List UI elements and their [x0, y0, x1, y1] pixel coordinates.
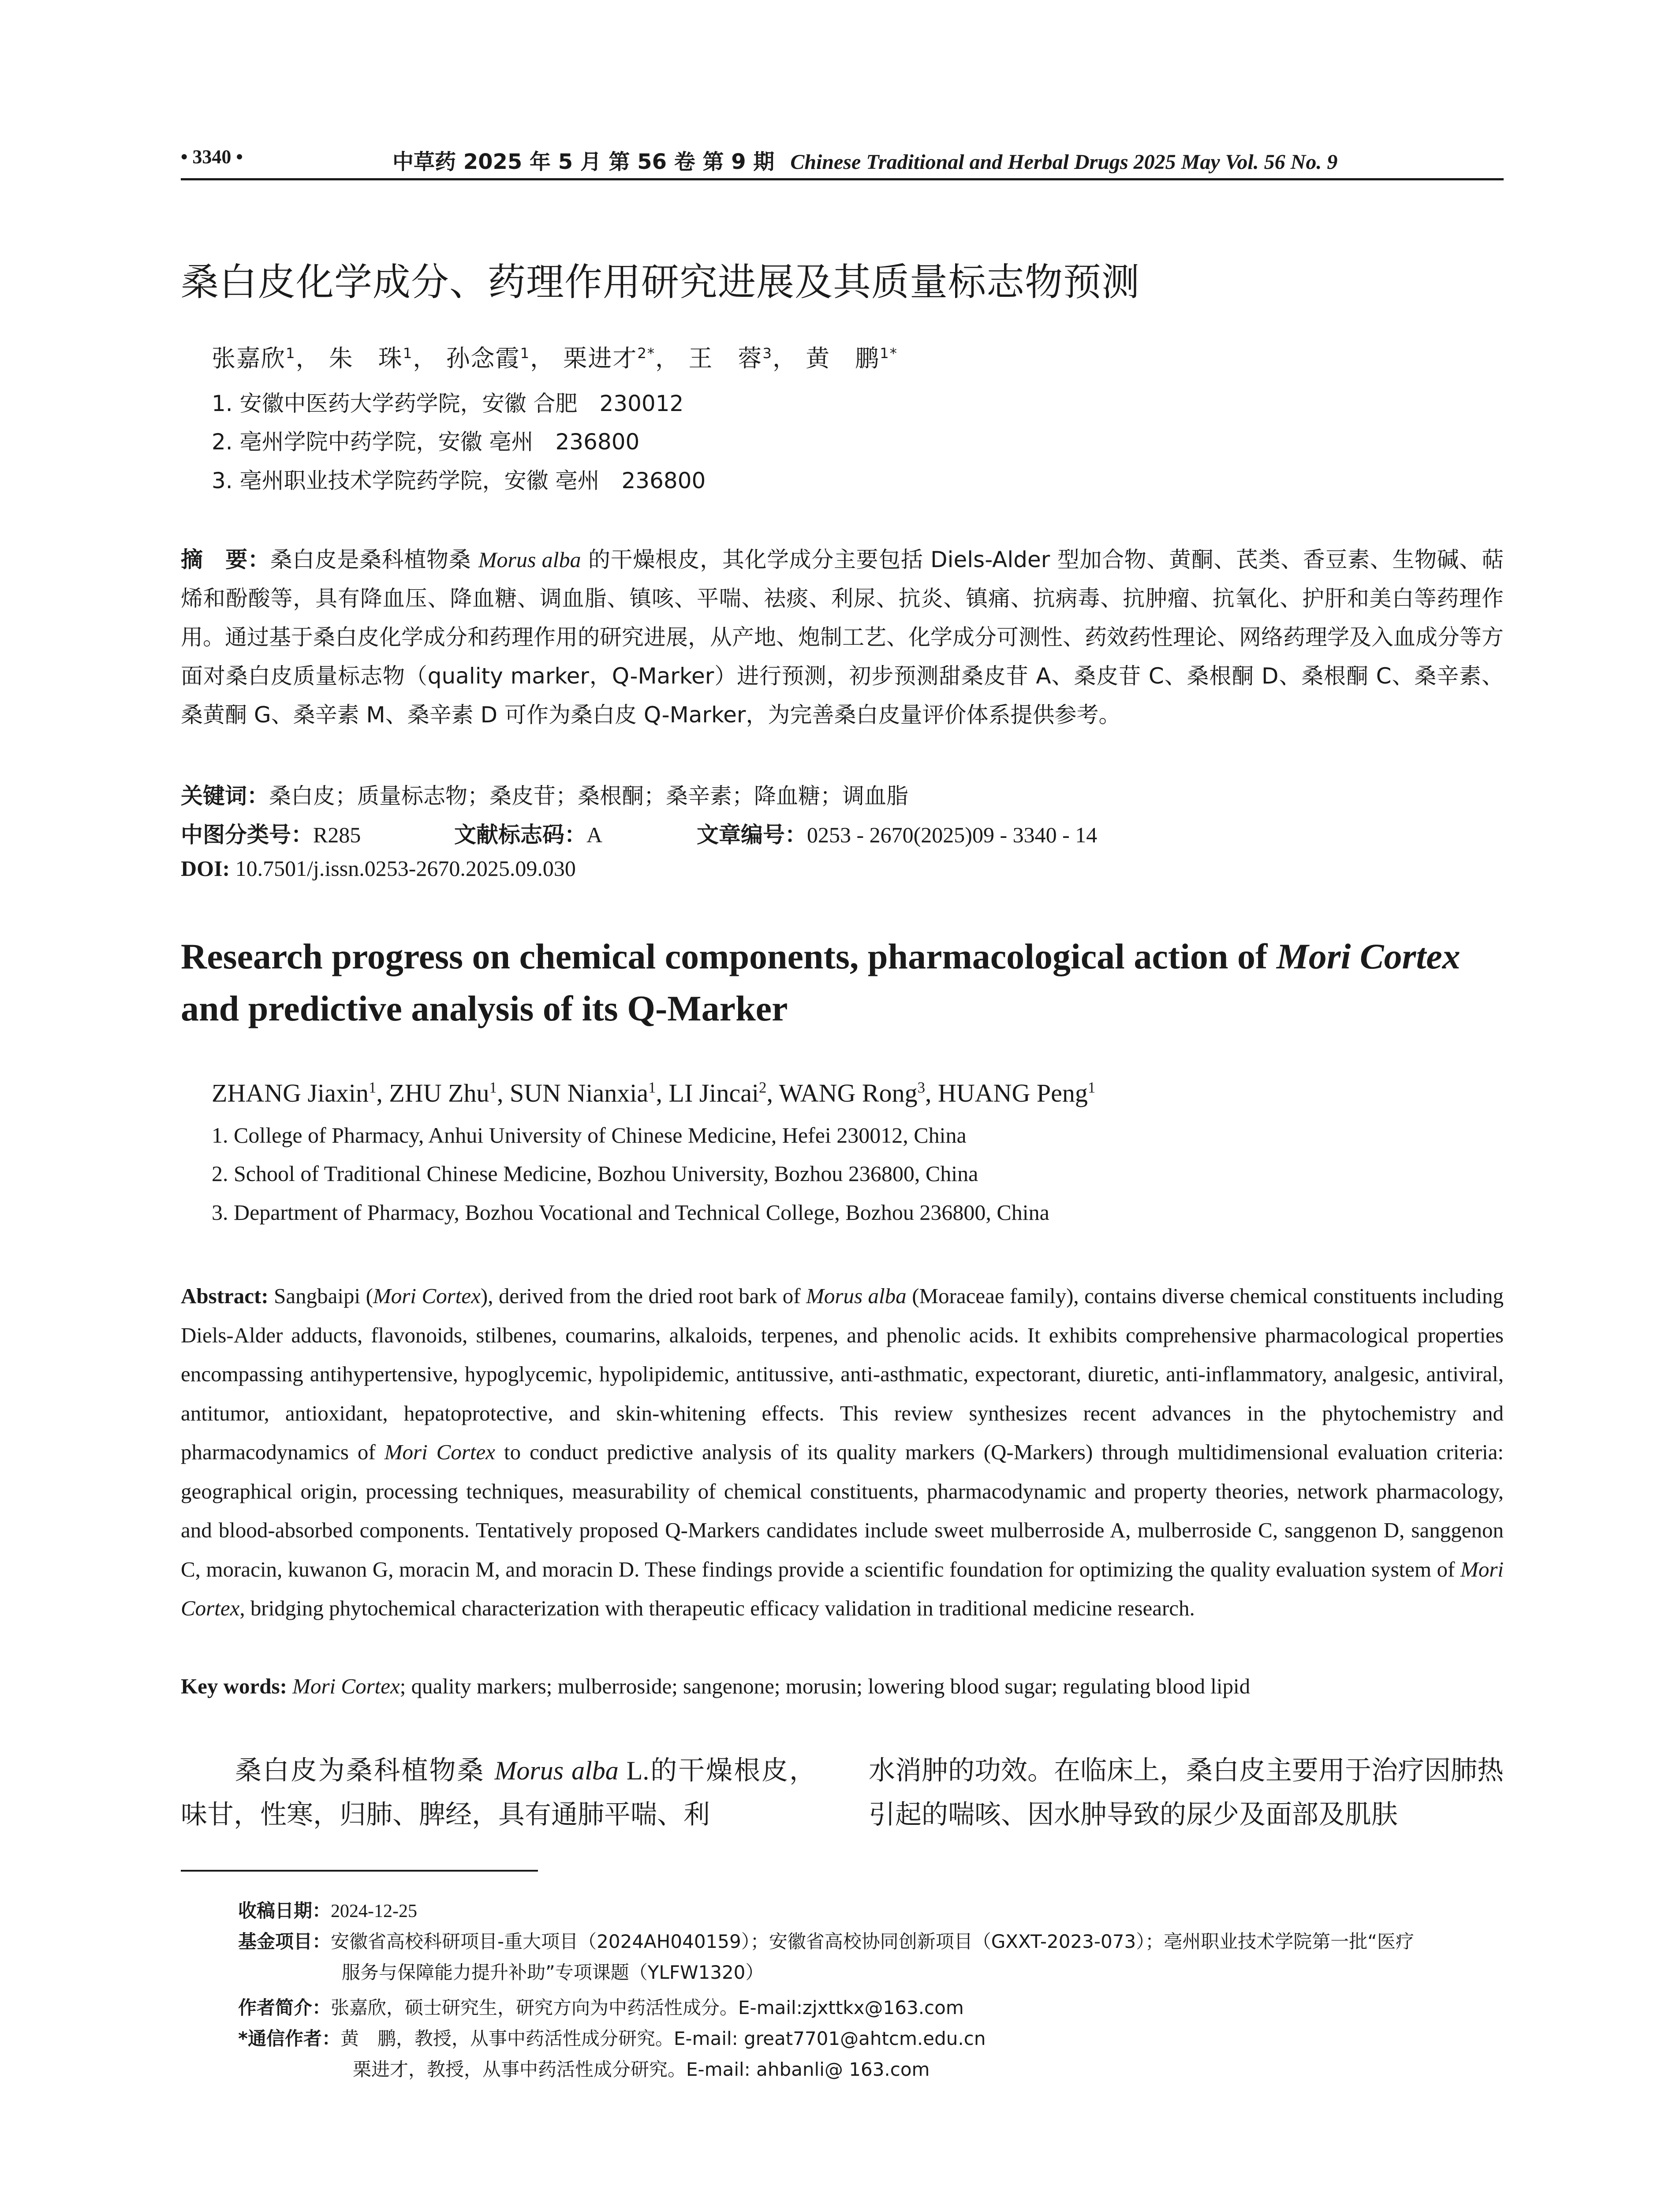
footnote-corresponding-2: 栗进才，教授，从事中药活性成分研究。E-mail: ahbanli@ 163.com — [353, 2059, 930, 2080]
en-authors: ZHANG Jiaxin$^1$, ZHU Zhu$^1$, SUN Nianxia$^1$, LI Jincai$^2$, WANG Rong$^3$, HUANG Peng$^1$ — [212, 1079, 1096, 1107]
cn-affiliation-2: 2. 亳州学院中药学院，安徽 亳州 236800 — [212, 429, 640, 455]
cn-author: 张嘉欣 — [212, 344, 286, 372]
cn-title: 桑白皮化学成分、药理作用研究进展及其质量标志物预测 — [181, 260, 1140, 304]
cn-article-number: 文章编号：0253 - 2670(2025)09 - 3340 - 14 — [697, 822, 1098, 848]
en-abstract-label: Abstract: — [181, 1284, 269, 1308]
page-number: • 3340 • — [181, 146, 243, 168]
en-affiliation-1: 1. College of Pharmacy, Anhui University of Chinese Medicine, Hefei 230012, China — [212, 1123, 967, 1147]
footnote-received: 收稿日期：2024-12-25 — [238, 1900, 417, 1921]
cn-author: 朱 珠 — [329, 344, 403, 372]
journal-name-cn: 中草药 2025 年 5 月 第 56 卷 第 9 期 — [392, 149, 775, 174]
cn-author: 王 蓉 — [688, 344, 763, 372]
en-affiliation-2: 2. School of Traditional Chinese Medicine, Bozhou University, Bozhou 236800, China — [212, 1161, 978, 1186]
doi: DOI: 10.7501/j.issn.0253-2670.2025.09.030 — [181, 856, 576, 881]
body-column-left: 桑白皮为桑科植物桑 Morus alba L.的干燥根皮，味甘，性寒，归肺、脾经，具有通肺平喘、利 — [181, 1755, 816, 1829]
cn-authors: 张嘉欣$^1$， 朱 珠$^1$， 孙念霞$^1$， 栗进才$^{2*}$， 王 蓉$^3$， 黄 鹏$^{1*}$ — [212, 344, 898, 372]
body-column-right: 水消肿的功效。在临床上，桑白皮主要用于治疗因肺热引起的喘咳、因水肿导致的尿少及面部及肌肤 — [869, 1755, 1504, 1830]
cn-author: 黄 鹏 — [806, 344, 880, 372]
footnote-fund-cont: 服务与保障能力提升补助”专项课题（YLFW1320） — [342, 1962, 764, 1983]
cn-classification: 中图分类号：R285 — [181, 822, 361, 848]
cn-keywords: 关键词：桑白皮；质量标志物；桑皮苷；桑根酮；桑辛素；降血糖；调血脂 — [181, 783, 908, 809]
footnote-bio: 作者简介：张嘉欣，硕士研究生，研究方向为中药活性成分。E-mail:zjxttkx@163.com — [238, 1997, 964, 2018]
journal-header — [392, 145, 1337, 175]
cn-doc-code: 文献标志码：A — [454, 822, 603, 848]
en-keywords: Key words: Mori Cortex; quality markers; mulberroside; sangenone; morusin; lowering blood sugar; regulating blood lipid — [181, 1674, 1251, 1698]
en-affiliation-3: 3. Department of Pharmacy, Bozhou Vocational and Technical College, Bozhou 236800, China — [212, 1200, 1049, 1225]
en-title: Research progress on chemical components, pharmacological action of Mori Cortex and predictive analysis of its Q-Marker — [181, 936, 1460, 1028]
cn-affiliation-1: 1. 安徽中医药大学药学院，安徽 合肥 230012 — [212, 391, 684, 416]
footnote-corresponding: *通信作者：黄 鹏，教授，从事中药活性成分研究。E-mail: great7701@ahtcm.edu.cn — [238, 2028, 986, 2049]
cn-affiliation-3: 3. 亳州职业技术学院药学院，安徽 亳州 236800 — [212, 468, 706, 493]
en-abstract: Abstract: Sangbaipi (Mori Cortex), derived from the dried root bark of Morus alba (Moraceae family), contains diverse chemical constituents including Diels-Alder adducts, flavonoids, stilbenes, coumarins, alkaloids, terpenes, and phenolic acids. It exhibits comprehensive pharmacological properties encompassing antihypertensive, hypoglycemic, hypolipidemic, antitussive, anti-asthmatic, expectorant, diuretic, anti-inflammatory, analgesic, antiviral, antitumor, antioxidant, hepatoprotective, and skin-whitening effects. This review synthesizes recent advances in the phytochemistry and pharmacodynamics of Mori Cortex to conduct predictive analysis of its quality markers (Q-Markers) through multidimensional evaluation criteria: geographical origin, processing techniques, measurability of chemical constituents, pharmacodynamic and property theories, network pharmacology, and blood-absorbed components. Tentatively proposed Q-Markers candidates include sweet mulberroside A, mulberroside C, sanggenon D, sanggenon C, moracin, kuwanon G, moracin M, and moracin D. These findings provide a scientific foundation for optimizing the quality evaluation system of Mori Cortex, bridging phytochemical characterization with therapeutic efficacy validation in traditional medicine research. — [181, 1284, 1504, 1620]
footnote-fund: 基金项目：安徽省高校科研项目-重大项目（2024AH040159）；安徽省高校协同创新项目（GXXT-2023-073）；亳州职业技术学院第一批“医疗 — [238, 1931, 1414, 1952]
cn-author: 栗进才 — [563, 344, 638, 372]
cn-abstract-label: 摘 要： — [181, 547, 270, 572]
header-rule — [181, 178, 1504, 180]
footnote-rule — [181, 1870, 538, 1872]
cn-abstract: 摘 要：桑白皮是桑科植物桑 Morus alba 的干燥根皮，其化学成分主要包括 Diels-Alder 型加合物、黄酮、芪类、香豆素、生物碱、萜烯和酚酸等，具有降血压、降血糖、调血脂、镇咳、平喘、祛痰、利尿、抗炎、镇痛、抗病毒、抗肿瘤、抗氧化、护肝和美白等药理作用。通过基于桑白皮化学成分和药理作用的研究进展，从产地、炮制工艺、化学成分可测性、药效药性理论、网络药理学及入血成分等方面对桑白皮质量标志物（quality marker，Q-Marker）进行预测，初步预测甜桑皮苷 A、桑皮苷 C、桑根酮 D、桑根酮 C、桑辛素、桑黄酮 G、桑辛素 M、桑辛素 D 可作为桑白皮 Q-Marker，为完善桑白皮量评价体系提供参考。 — [181, 547, 1504, 728]
journal-name-en: Chinese Traditional and Herbal Drugs 2025 May Vol. 56 No. 9 — [790, 150, 1338, 174]
cn-author: 孙念霞 — [446, 344, 520, 372]
